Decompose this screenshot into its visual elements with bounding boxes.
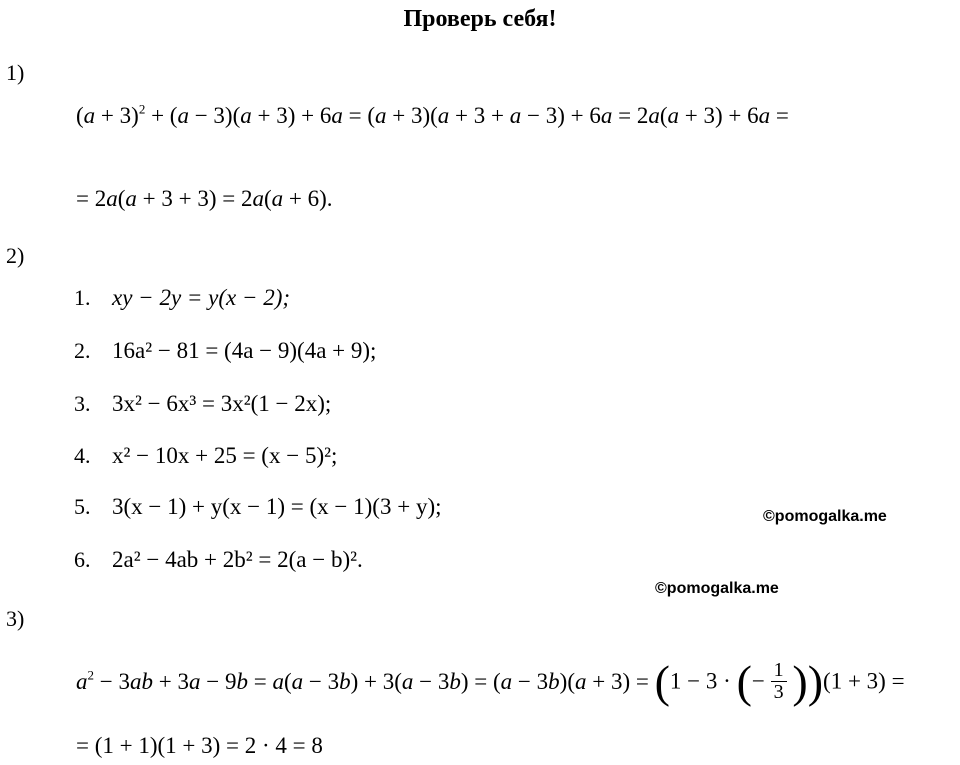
section-1-line-1: $(a + 3)^2 + (a - 3)(a + 3) + 6a = (a + 3)(a + 3 + a - 3) + 6a = 2a(a + 3) + 6a$ = <box>76 101 789 128</box>
section-3-line-1: $a^2 - 3ab + 3a - 9b = a(a - 3b) + 3(a - 3b) = (a - 3b)(a + 3) = (1 - 3$ · (− $\frac{1}{3}$ ))(1 + 3) = <box>76 656 905 707</box>
section-3-number: 3) <box>6 606 25 631</box>
watermark: ©pomogalka.me <box>655 580 779 597</box>
page-title: Проверь себя! <box>403 6 557 32</box>
list-item: 6. 2a² − 4ab + 2b² = 2(a − b)². <box>74 547 363 572</box>
section-2-number: 2) <box>6 243 25 268</box>
list-item: 5. 3(x − 1) + y(x − 1) = (x − 1)(3 + y); <box>74 494 442 519</box>
list-item: 4. x² − 10x + 25 = (x − 5)²; <box>74 443 338 468</box>
list-item: 1. xy − 2y = y(x − 2); <box>74 285 291 310</box>
section-1-line-2: = 2a(a + 3 + 3) = 2a(a + 6). <box>76 186 333 211</box>
fraction: $\frac{1}{3}$ <box>771 660 787 703</box>
section-1-number: 1) <box>6 60 25 85</box>
section-3-line-2: = (1 + 1)(1 + 3) = 2 · 4 = 8 <box>76 733 323 758</box>
watermark: ©pomogalka.me <box>763 508 887 525</box>
list-item: 2. 16a² − 81 = (4a − 9)(4a + 9); <box>74 338 377 363</box>
list-item: 3. 3x² − 6x³ = 3x²(1 − 2x); <box>74 391 332 416</box>
